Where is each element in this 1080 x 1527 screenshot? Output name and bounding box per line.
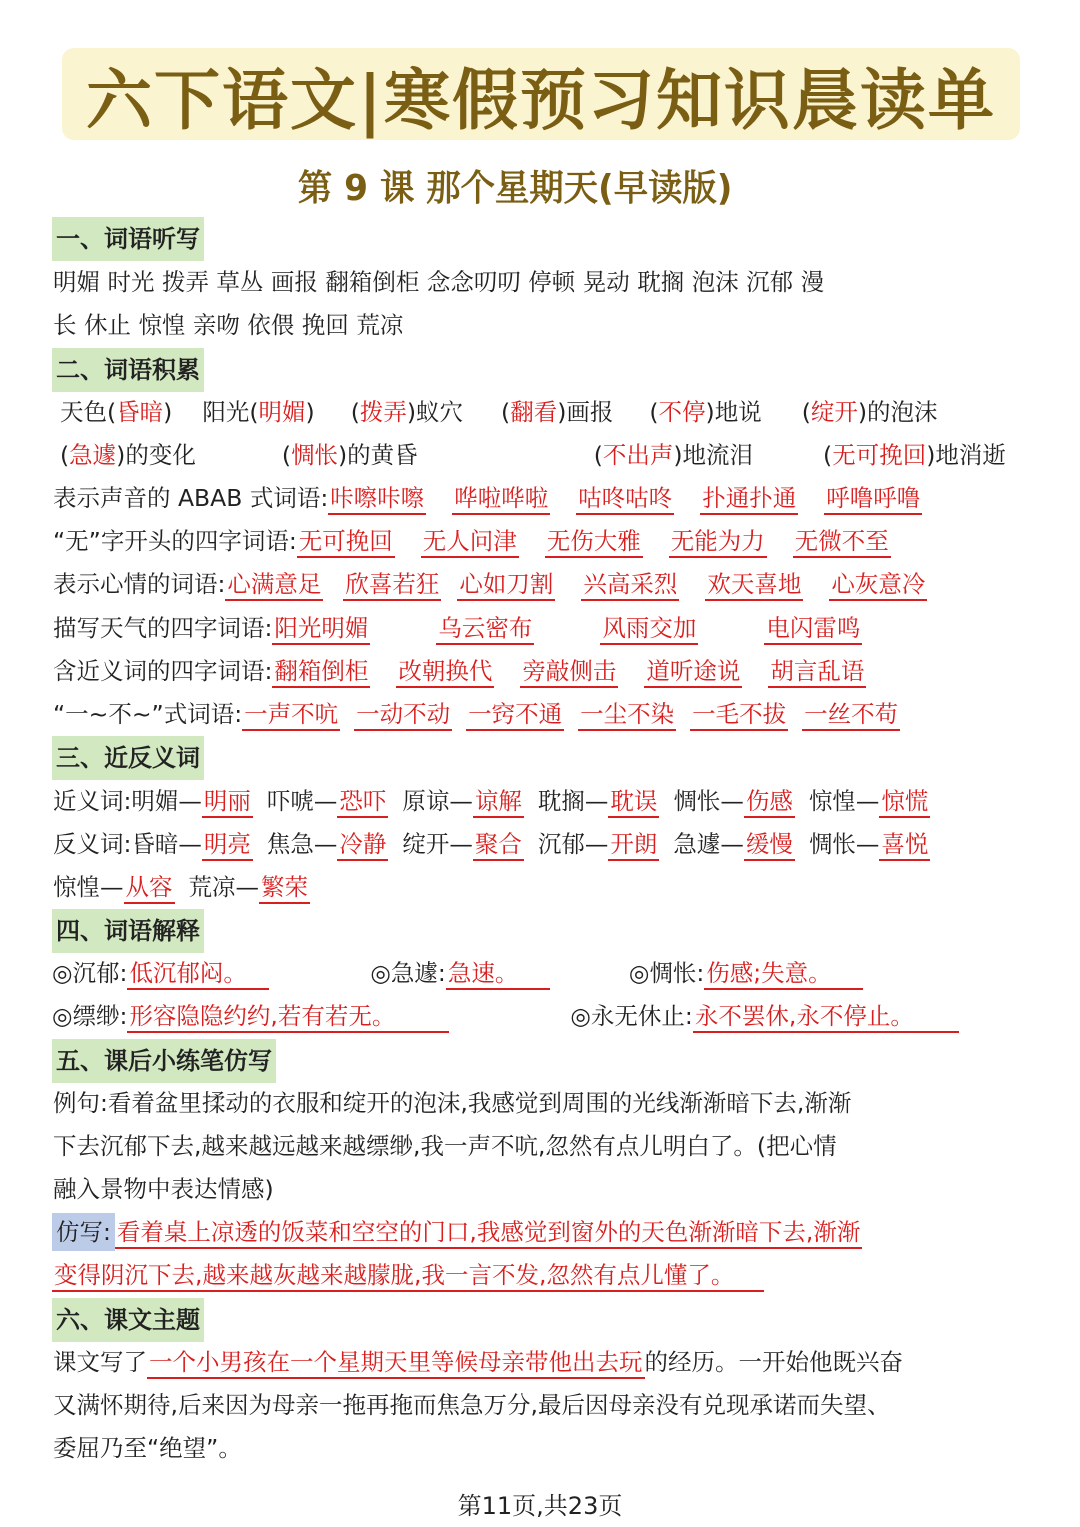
phrase-text: )的变化 — [116, 441, 196, 469]
phrase-text: ( — [823, 441, 833, 469]
category-word: 道听途说 — [644, 656, 742, 688]
pair-word: 惆怅— — [673, 787, 744, 815]
phrase-text: ) — [163, 398, 173, 426]
phrase-answer: 拨弄 — [359, 398, 407, 426]
category-word: 心满意足 — [225, 569, 323, 601]
word-category-row — [53, 564, 927, 604]
pair-word: 耽搁— — [537, 787, 609, 815]
pair-word: 绽开— — [402, 830, 473, 858]
imitation-line-2 — [52, 1255, 764, 1295]
phrase-answer: 绽开 — [810, 398, 858, 426]
pair-word: 沉郁— — [537, 830, 609, 858]
pair-word: 荒凉— — [188, 873, 259, 901]
phrase-text: ( — [501, 398, 511, 426]
section-heading-6: 六、课文主题 — [52, 1298, 204, 1342]
example-line-2: 下去沉郁下去,越来越远越来越缥缈,我一声不吭,忽然有点儿明白了。(把心情 — [53, 1132, 837, 1160]
category-word: 乌云密布 — [436, 613, 534, 645]
section-heading-5: 五、课后小练笔仿写 — [52, 1039, 276, 1083]
category-word: 欣喜若狂 — [343, 569, 441, 601]
phrase-text: )地说 — [705, 398, 762, 426]
word-category-row — [53, 608, 862, 648]
pair-answer: 明丽 — [202, 786, 253, 818]
category-word: 咕咚咕咚 — [576, 483, 674, 515]
term: ◎缥缈: — [52, 1002, 128, 1030]
category-label: 含近义词的四字词语: — [53, 657, 273, 685]
phrase-text: ( — [801, 398, 811, 426]
category-label: 表示心情的词语: — [53, 570, 226, 598]
word-category-row — [53, 478, 922, 518]
phrase-answer: 昏暗 — [116, 398, 164, 426]
pair-answer: 缓慢 — [744, 829, 795, 861]
page-number: 第11页,共23页 — [457, 1492, 623, 1520]
category-word: 哗啦哗啦 — [452, 483, 550, 515]
phrase-text: ( — [593, 441, 603, 469]
category-label: “一~不~”式词语: — [53, 700, 243, 728]
category-word: 兴高采烈 — [581, 569, 679, 601]
phrase-row-2 — [60, 435, 1006, 475]
category-word: 咔嚓咔嚓 — [328, 483, 426, 515]
category-word: 一动不动 — [354, 699, 452, 731]
title-banner — [62, 48, 1020, 140]
imitation-answer-2: 变得阴沉下去,越来越灰越来越朦胧,我一言不发,忽然有点儿懂了。 — [52, 1260, 764, 1292]
definition: 永不罢休,永不停止。 — [693, 1001, 959, 1033]
pair-word: 急遽— — [673, 830, 744, 858]
imitation-line-1 — [52, 1212, 862, 1252]
definition: 伤感;失意。 — [704, 958, 863, 990]
section-heading-2: 二、词语积累 — [52, 348, 204, 392]
antonym-row — [53, 824, 930, 864]
phrase-text: )的泡沫 — [857, 398, 938, 426]
theme-line-1 — [53, 1342, 903, 1382]
imitation-tag: 仿写: — [52, 1213, 115, 1251]
theme-text: 课文写了 — [53, 1348, 147, 1376]
category-word: 一丝不苟 — [802, 699, 900, 731]
category-label: “无”字开头的四字词语: — [53, 527, 297, 555]
pair-answer: 繁荣 — [259, 872, 310, 904]
pair-word: 吓唬— — [266, 787, 338, 815]
word-category-row — [53, 651, 866, 691]
category-label: 表示声音的 ABAB 式词语: — [53, 484, 329, 512]
imitation-answer-1: 看着桌上凉透的饭菜和空空的门口,我感觉到窗外的天色渐渐暗下去,渐渐 — [115, 1217, 862, 1249]
category-word: 无可挽回 — [297, 526, 395, 558]
pair-answer: 明亮 — [202, 829, 253, 861]
phrase-text: ( — [60, 441, 70, 469]
theme-line-3: 委屈乃至“绝望”。 — [53, 1434, 242, 1462]
section-heading-3: 三、近反义词 — [52, 736, 204, 780]
pair-word: 惊惶— — [808, 787, 880, 815]
pair-word: 明媚— — [131, 787, 202, 815]
definition: 急速。 — [446, 958, 550, 990]
pair-answer: 伤感 — [744, 786, 795, 818]
phrase-answer: 明媚 — [258, 398, 306, 426]
theme-line-2: 又满怀期待,后来因为母亲一拖再拖而焦急万分,最后因母亲没有兑现承诺而失望、 — [53, 1391, 891, 1419]
phrase-answer: 惆怅 — [291, 441, 339, 469]
definition: 低沉郁闷。 — [127, 958, 269, 990]
pair-answer: 耽误 — [608, 786, 659, 818]
category-word: 翻箱倒柜 — [272, 656, 370, 688]
category-word: 呼噜呼噜 — [824, 483, 922, 515]
phrase-text: )的黄昏 — [338, 441, 418, 469]
pair-label: 近义词: — [53, 787, 132, 815]
phrase-text: 天色( — [60, 398, 117, 426]
category-word: 扑通扑通 — [700, 483, 798, 515]
category-word: 改朝换代 — [396, 656, 494, 688]
phrase-text: 阳光( — [202, 398, 259, 426]
pair-answer: 恐吓 — [337, 786, 388, 818]
category-word: 一尘不染 — [578, 699, 676, 731]
category-word: 一窍不通 — [466, 699, 564, 731]
category-label: 描写天气的四字词语: — [53, 614, 273, 642]
phrase-answer: 不出声 — [602, 441, 674, 469]
page-title: 六下语文|寒假预习知识晨读单 — [85, 60, 996, 139]
category-word: 欢天喜地 — [705, 569, 803, 601]
theme-text: 的经历。一开始他既兴奋 — [644, 1348, 903, 1376]
pair-answer: 冷静 — [337, 829, 388, 861]
pair-answer: 开朗 — [608, 829, 659, 861]
term: ◎永无休止: — [570, 1002, 693, 1030]
phrase-answer: 翻看 — [510, 398, 558, 426]
category-word: 旁敲侧击 — [520, 656, 618, 688]
phrase-text: ( — [649, 398, 659, 426]
definition-row-2 — [52, 996, 959, 1036]
section-heading-4: 四、词语解释 — [52, 909, 204, 953]
pair-answer: 谅解 — [473, 786, 524, 818]
term: ◎急遽: — [370, 959, 446, 987]
category-word: 一声不吭 — [242, 699, 340, 731]
pair-word: 焦急— — [266, 830, 338, 858]
term: ◎惆怅: — [628, 959, 705, 987]
phrase-text: )地消逝 — [926, 441, 1006, 469]
category-word: 心灰意冷 — [829, 569, 927, 601]
pair-answer: 喜悦 — [879, 829, 930, 861]
phrase-row-1 — [60, 392, 938, 432]
pair-word: 昏暗— — [131, 830, 202, 858]
category-word: 一毛不拔 — [690, 699, 788, 731]
synonym-row — [53, 781, 930, 821]
pair-answer: 从容 — [124, 872, 175, 904]
dictation-line-2: 长 休止 惊惶 亲吻 依偎 挽回 荒凉 — [53, 311, 404, 339]
theme-answer: 一个小男孩在一个星期天里等候母亲带他出去玩 — [147, 1347, 645, 1379]
word-category-row — [53, 694, 900, 734]
word-category-row — [53, 521, 891, 561]
phrase-text: ) — [305, 398, 315, 426]
phrase-text: )蚁穴 — [406, 398, 464, 426]
pair-label: 反义词: — [53, 830, 132, 858]
category-word: 无伤大雅 — [545, 526, 643, 558]
phrase-text: ( — [350, 398, 360, 426]
antonym-row-2 — [53, 867, 310, 907]
pair-word: 惆怅— — [808, 830, 880, 858]
dictation-line-1: 明媚 时光 拨弄 草丛 画报 翻箱倒柜 念念叨叨 停顿 晃动 耽搁 泡沫 沉郁 漫 — [53, 268, 825, 296]
category-word: 无微不至 — [793, 526, 891, 558]
category-word: 无能为力 — [669, 526, 767, 558]
pair-word: 原谅— — [402, 787, 473, 815]
lesson-subtitle: 第 9 课 那个星期天(早读版) — [297, 168, 733, 209]
phrase-text: )地流泪 — [673, 441, 754, 469]
phrase-answer: 急遽 — [69, 441, 117, 469]
pair-answer: 惊慌 — [879, 786, 930, 818]
phrase-text: ( — [281, 441, 292, 469]
pair-word: 惊惶— — [53, 873, 124, 901]
phrase-text: )画报 — [557, 398, 614, 426]
section-heading-1: 一、词语听写 — [52, 217, 204, 261]
phrase-answer: 不停 — [658, 398, 706, 426]
phrase-answer: 无可挽回 — [832, 441, 927, 469]
definition: 形容隐隐约约,若有若无。 — [127, 1001, 449, 1033]
example-line-1: 例句:看着盆里揉动的衣服和绽开的泡沫,我感觉到周围的光线渐渐暗下去,渐渐 — [53, 1089, 852, 1117]
category-word: 阳光明媚 — [272, 613, 370, 645]
category-word: 无人问津 — [421, 526, 519, 558]
category-word: 胡言乱语 — [768, 656, 866, 688]
term: ◎沉郁: — [52, 959, 128, 987]
example-line-3: 融入景物中表达情感) — [53, 1175, 274, 1203]
definition-row-1 — [52, 953, 863, 993]
pair-answer: 聚合 — [473, 829, 524, 861]
category-word: 风雨交加 — [600, 613, 698, 645]
category-word: 心如刀割 — [457, 569, 555, 601]
category-word: 电闪雷鸣 — [764, 613, 862, 645]
